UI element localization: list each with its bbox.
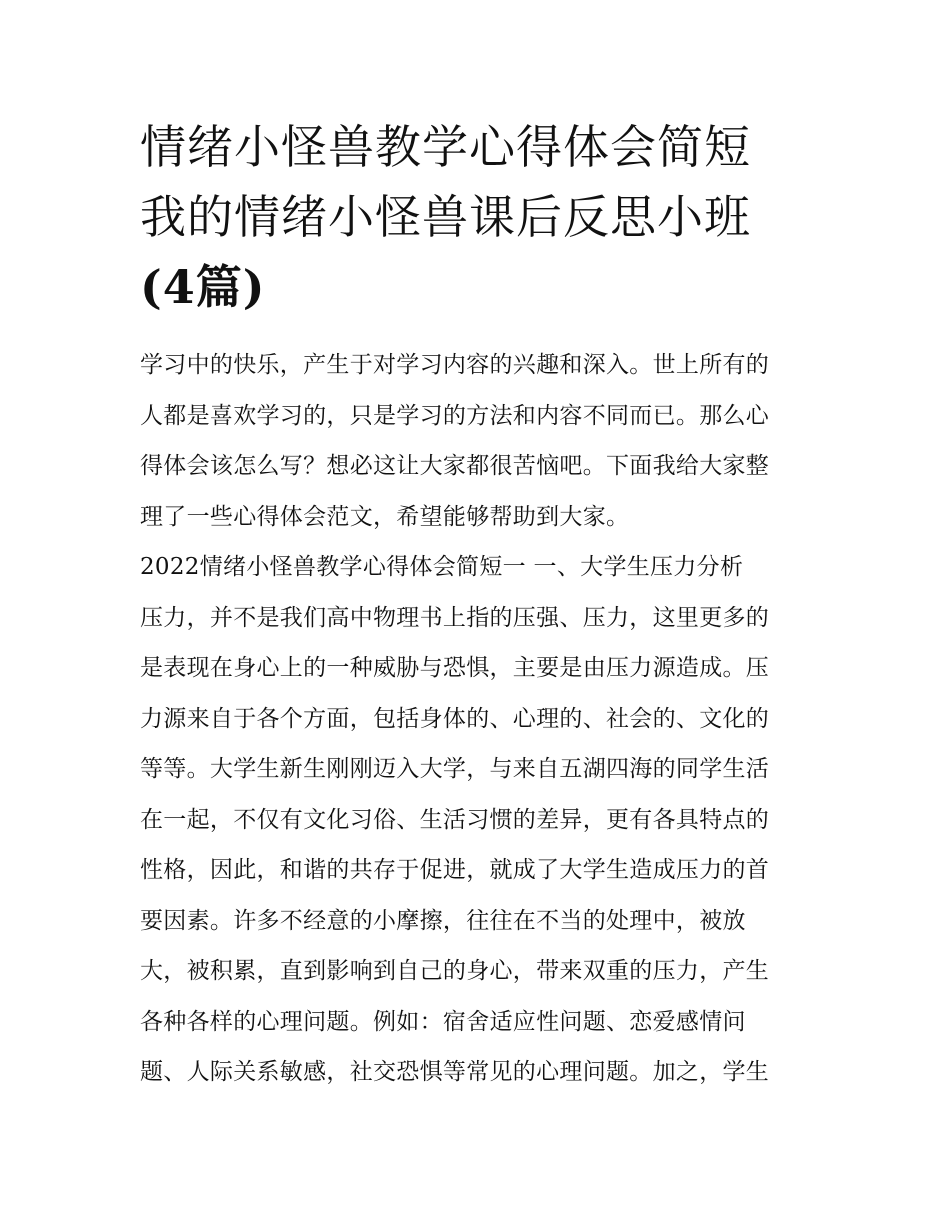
intro-line: 学习中的快乐，产生于对学习内容的兴趣和深入。世上所有的 (140, 352, 770, 378)
intro-line: 理了一些心得体会范文，希望能够帮助到大家。 (140, 503, 630, 530)
intro-paragraph (140, 340, 812, 542)
title-line-1: 情绪小怪兽教学心得体会简短 (140, 120, 751, 174)
intro-line: 人都是喜欢学习的，只是学习的方法和内容不同而已。那么心 (140, 402, 770, 429)
section-heading: 2022情绪小怪兽教学心得体会简短一 一、大学生压力分析 (140, 554, 744, 580)
body-line: 等等。大学生新生刚刚迈入大学，与来自五湖四海的同学生活 (140, 756, 770, 782)
body-line: 力源来自于各个方面，包括身体的、心理的、社会的、文化的 (140, 705, 770, 732)
intro-line: 得体会该怎么写？想必这让大家都很苦恼吧。下面我给大家整 (140, 453, 770, 479)
body-line: 性格，因此，和谐的共存于促进，就成了大学生造成压力的首 (140, 857, 770, 883)
title-line-3: (4篇) (140, 260, 266, 314)
body-line: 压力，并不是我们高中物理书上指的压强、压力，这里更多的 (140, 604, 770, 631)
body-paragraph (140, 593, 812, 1098)
title-line-2: 我的情绪小怪兽课后反思小班 (140, 190, 751, 244)
document-page (140, 112, 812, 1098)
body-line: 要因素。许多不经意的小摩擦，往往在不当的处理中，被放 (140, 907, 746, 934)
body-line: 是表现在身心上的一种威胁与恐惧，主要是由压力源造成。压 (140, 655, 770, 681)
document-title (140, 112, 812, 322)
body-line: 各种各样的心理问题。例如：宿舍适应性问题、恋爱感情问 (140, 1008, 746, 1035)
body-line: 大，被积累，直到影响到自己的身心，带来双重的压力，产生 (140, 958, 770, 984)
body-line: 题、人际关系敏感，社交恐惧等常见的心理问题。加之，学生 (140, 1059, 770, 1085)
body-line: 在一起，不仅有文化习俗、生活习惯的差异，更有各具特点的 (140, 806, 770, 833)
